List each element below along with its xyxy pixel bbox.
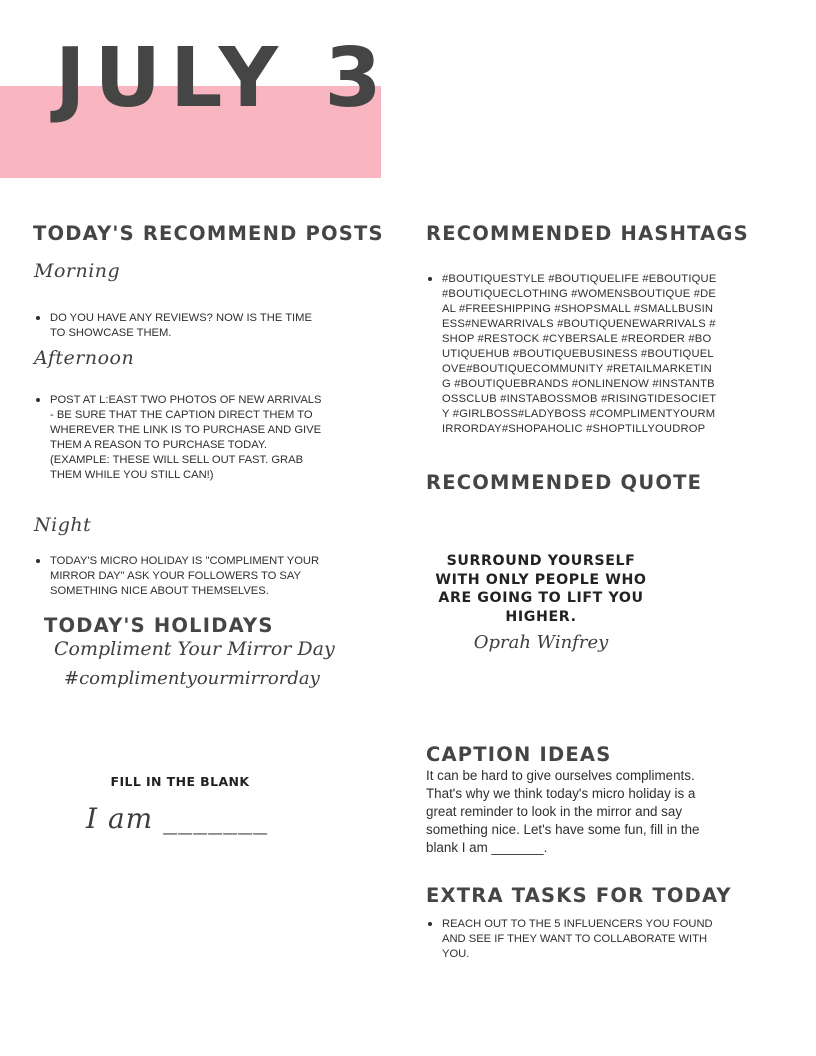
caption-ideas-heading: CAPTION IDEAS — [426, 743, 612, 766]
caption-ideas-text: It can be hard to give ourselves compliments. That's why we think today's micro holiday is a great reminder to look in the mirror and say something nice. Let's have some fun, fill in the blank I am _______. — [426, 768, 700, 855]
recommended-posts-heading: TODAY'S RECOMMEND POSTS — [33, 222, 384, 245]
afternoon-label: Afternoon — [34, 347, 135, 369]
night-label: Night — [34, 514, 92, 536]
morning-post-list — [35, 311, 325, 341]
hashtag-block: #BOUTIQUESTYLE #BOUTIQUELIFE #EBOUTIQUE #BOUTIQUECLOTHING #WOMENSBOUTIQUE #DEAL #FREESHIPPING #SHOPSMALL #SMALLBUSINESS#NEWARRIVALS #BOUTIQUENEWARRIVALS #SHOP #RESTOCK #CYBERSALE #REORDER #BOUTIQUEHUB #BOUTIQUEBUSINESS #BOUTIQUELOVE#BOUTIQUECOMMUNITY #RETAILMARKETING #BOUTIQUEBRANDS #ONLINENOW #INSTANTBOSSCLUB #INSTABOSSMOB #RISINGTIDESOCIETY #GIRLBOSS#LADYBOSS #COMPLIMENTYOURMIRRORDAY#SHOPAHOLIC #SHOPTILLYOUDROP — [427, 272, 717, 437]
night-post-list — [35, 554, 327, 599]
recommended-quote-heading: RECOMMENDED QUOTE — [426, 471, 703, 494]
fill-in-the-blank-label: FILL IN THE BLANK — [110, 774, 250, 789]
morning-post-item: DO YOU HAVE ANY REVIEWS? NOW IS THE TIME TO SHOWCASE THEM. — [35, 311, 325, 341]
extra-tasks-list — [427, 917, 719, 962]
extra-tasks-heading: EXTRA TASKS FOR TODAY — [426, 884, 732, 907]
holidays-heading: TODAY'S HOLIDAYS — [44, 614, 274, 637]
hashtag-list — [427, 272, 717, 437]
quote-author: Oprah Winfrey — [473, 632, 609, 653]
afternoon-post-item: POST AT L:EAST TWO PHOTOS OF NEW ARRIVALS - BE SURE THAT THE CAPTION DIRECT THEM TO WHEREVER THE LINK IS TO PURCHASE AND GIVE THEM A REASON TO PURCHASE TODAY. (EXAMPLE: THESE WILL SELL OUT FAST. GRAB THEM WHILE YOU STILL CAN!) — [35, 393, 325, 483]
extra-task-item: REACH OUT TO THE 5 INFLUENCERS YOU FOUND AND SEE IF THEY WANT TO COLLABORATE WITH YOU. — [427, 917, 719, 962]
page-date-title: JULY 3 — [55, 31, 391, 126]
afternoon-post-list — [35, 393, 325, 483]
holiday-hashtag: #complimentyourmirrorday — [64, 668, 320, 689]
fill-in-the-blank-prompt: I am _______ — [86, 802, 269, 835]
morning-label: Morning — [34, 260, 121, 282]
quote-text: SURROUND YOURSELF WITH ONLY PEOPLE WHO ARE GOING TO LIFT YOU HIGHER. — [435, 553, 647, 625]
recommended-hashtags-heading: RECOMMENDED HASHTAGS — [426, 222, 749, 245]
holiday-name: Compliment Your Mirror Day — [54, 638, 335, 660]
night-post-item: TODAY'S MICRO HOLIDAY IS "COMPLIMENT YOUR MIRROR DAY" ASK YOUR FOLLOWERS TO SAY SOMETHING NICE ABOUT THEMSELVES. — [35, 554, 327, 599]
